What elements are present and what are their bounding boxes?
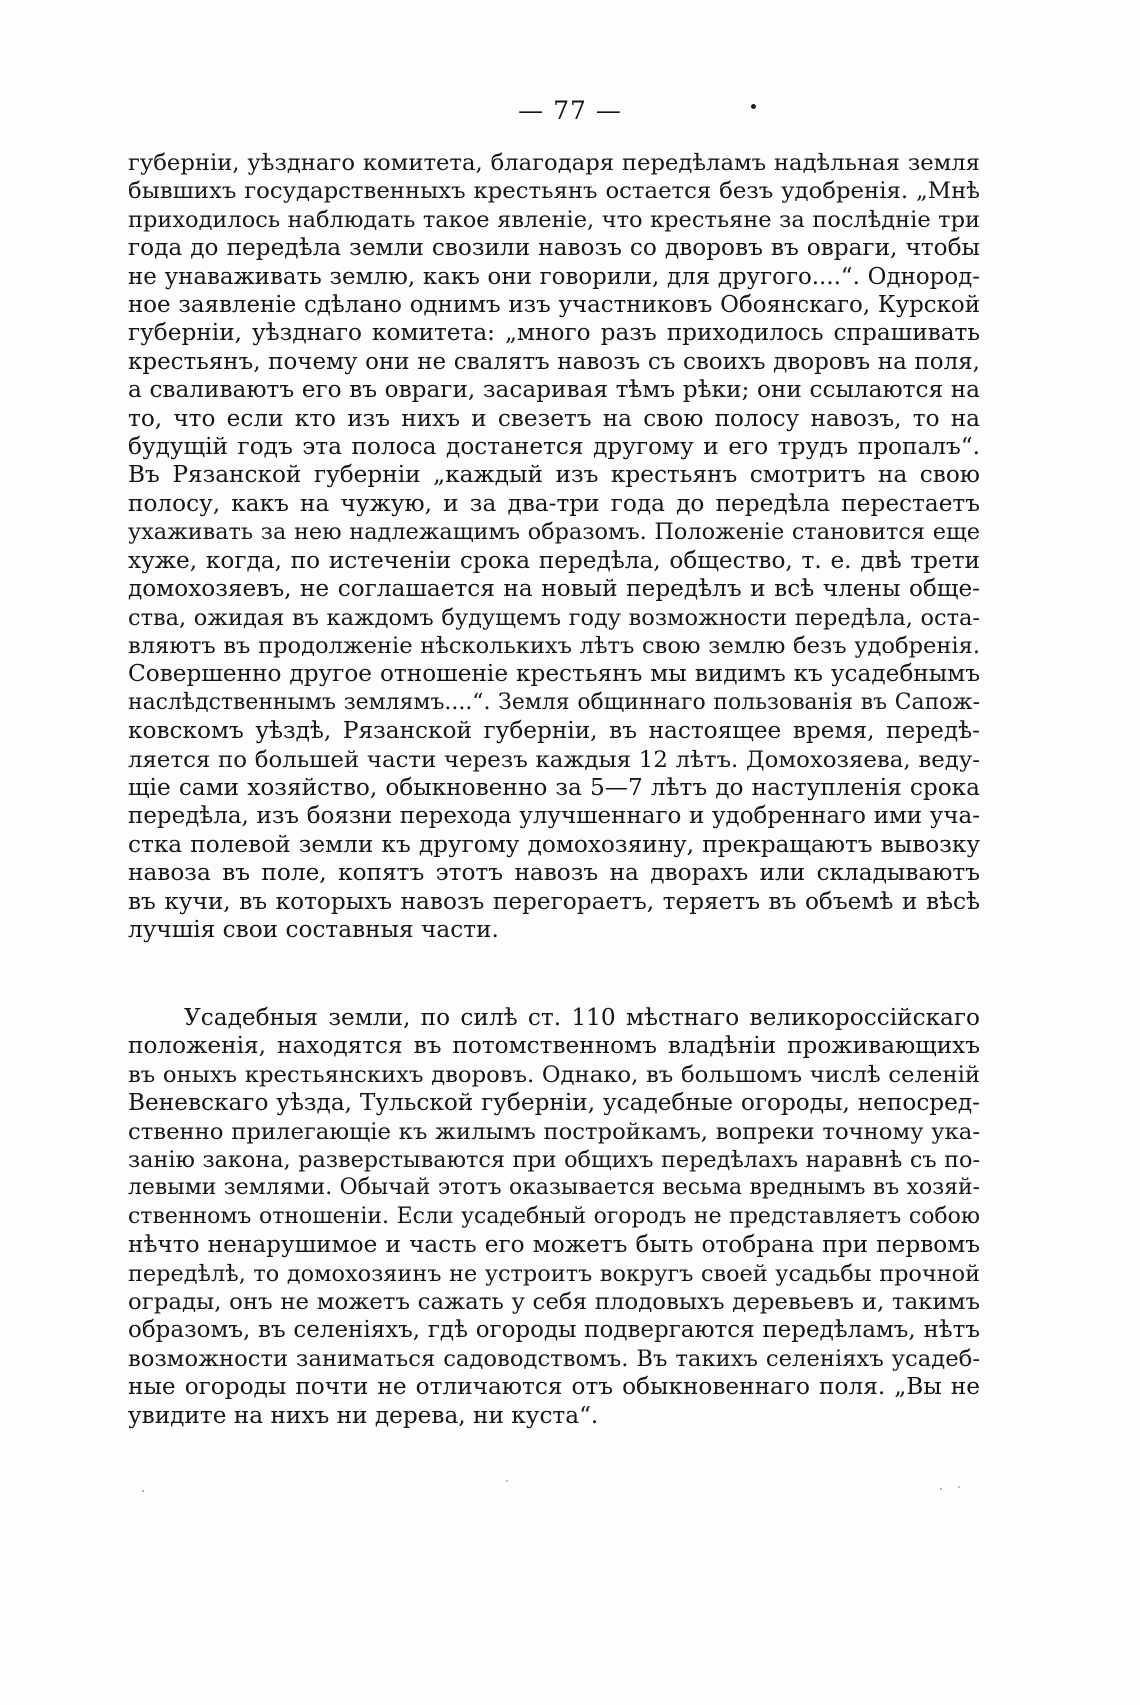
text-line: наслѣдственнымъ землямъ....“. Земля общиннаго пользованія въ Сапож-: [128, 689, 980, 715]
text-line: полосу, какъ на чужую, и за два-три года до передѣла перестаетъ: [128, 489, 980, 517]
text-line: положенія, находятся въ потомственномъ владѣніи проживающихъ: [128, 1032, 980, 1060]
text-line: возможности заниматься садоводствомъ. Въ такихъ селеніяхъ усадеб-: [128, 1345, 980, 1372]
text-line: ограды, онъ не можетъ сажать у себя плодовыхъ деревьевъ и, такимъ: [128, 1289, 980, 1316]
text-line: губерніи, уѣзднаго комитета: „много разъ приходилось спрашивать: [128, 319, 980, 347]
text-line: Въ Рязанской губерніи „каждый изъ крестьянъ смотритъ на свою: [128, 461, 980, 489]
text-line: Совершенно другое отношеніе крестьянъ мы видимъ къ усадебнымъ: [128, 660, 980, 688]
text-line: будущій годъ эта полоса достанется другому и его трудъ пропалъ“.: [128, 433, 980, 461]
text-line: ное заявленіе сдѣлано однимъ изъ участниковъ Обоянскаго, Курской: [128, 292, 980, 319]
text-line: крестьянъ, почему они не свалятъ навозъ съ своихъ дворовъ на поля,: [128, 348, 980, 375]
text-line: ственно прилегающіе къ жилымъ постройкамъ, вопреки точному ука-: [128, 1118, 980, 1145]
ink-speck: [142, 1490, 144, 1492]
text-line: навоза въ поле, копятъ этотъ навозъ на дворахъ или складываютъ: [128, 859, 980, 887]
text-line: лучшія свои составныя части.: [128, 915, 499, 943]
text-line: ные огороды почти не отличаются отъ обыкновеннаго поля. „Вы не: [128, 1373, 980, 1401]
text-line: передѣлѣ, то домохозяинъ не устроитъ вокругъ своей усадьбы прочной: [128, 1260, 980, 1287]
text-line: бывшихъ государственныхъ крестьянъ остается безъ удобренія. „Мнѣ: [128, 178, 980, 205]
text-line: увидите на нихъ ни дерева, ни куста“.: [128, 1401, 599, 1429]
paragraph-1: [128, 149, 980, 944]
ink-speck: [751, 104, 756, 109]
ink-speck: [958, 1486, 960, 1488]
ink-speck: [506, 1480, 508, 1482]
text-line: передѣла, изъ боязни перехода улучшеннаго и удобреннаго ими уча-: [128, 803, 980, 830]
text-line: ковскомъ уѣздѣ, Рязанской губерніи, въ настоящее время, передѣ-: [128, 717, 980, 745]
text-line: не унаваживать землю, какъ они говорили, для другого....“. Однород-: [128, 263, 980, 290]
text-line: ляется по большей части черезъ каждыя 12 лѣтъ. Домохозяева, веду-: [128, 746, 980, 773]
text-line: года до передѣла земли свозили навозъ со дворовъ въ овраги, чтобы: [128, 234, 980, 262]
text-line: Веневскаго уѣзда, Тульской губерніи, усадебные огороды, непосред-: [128, 1089, 980, 1117]
text-line: то, что если кто изъ нихъ и свезетъ на свою полосу навозъ, то на: [128, 404, 980, 432]
text-line: ства, ожидая въ каждомъ будущемъ году возможности передѣла, оста-: [128, 604, 980, 631]
text-line: въ оныхъ крестьянскихъ дворовъ. Однако, въ большомъ числѣ селеній: [128, 1061, 980, 1088]
text-line: щіе сами хозяйство, обыкновенно за 5—7 лѣтъ до наступленія срока: [128, 773, 980, 801]
text-line: приходилось наблюдать такое явленіе, что крестьяне за послѣдніе три: [128, 206, 980, 233]
text-line: образомъ, въ селеніяхъ, гдѣ огороды подвергаются передѣламъ, нѣтъ: [128, 1317, 980, 1344]
text-line: вляютъ въ продолженіе нѣсколькихъ лѣтъ свою землю безъ удобренія.: [128, 632, 980, 659]
text-line: Усадебныя земли, по силѣ ст. 110 мѣстнаго великороссійскаго: [184, 1004, 980, 1031]
text-line: ухаживать за нею надлежащимъ образомъ. Положеніе становится еще: [128, 519, 980, 546]
ink-speck: [940, 1488, 942, 1490]
text-line: домохозяевъ, не соглашается на новый передѣлъ и всѣ члены обще-: [128, 575, 980, 603]
text-line: губерніи, уѣзднаго комитета, благодаря передѣламъ надѣльная земля: [128, 150, 980, 176]
text-line: нѣчто ненарушимое и часть его можетъ быть отобрана при первомъ: [128, 1231, 980, 1259]
page-number: — 77 —: [518, 96, 622, 125]
text-line: стка полевой земли къ другому домохозяину, прекращаютъ вывозку: [128, 830, 980, 858]
text-line: левыми землями. Обычай этотъ оказывается весьма вреднымъ въ хозяй-: [128, 1175, 980, 1201]
text-line: хуже, когда, по истеченіи срока передѣла, общество, т. е. двѣ трети: [128, 546, 980, 574]
text-line: занію закона, разверстываются при общихъ передѣлахъ наравнѣ съ по-: [128, 1147, 980, 1174]
text-line: въ кучи, въ которыхъ навозъ перегораетъ, теряетъ въ объемѣ и вѣсѣ: [128, 887, 980, 915]
paragraph-2: [128, 1004, 980, 1430]
text-line: а сваливаютъ его въ овраги, засаривая тѣмъ рѣки; они ссылаются на: [128, 376, 980, 404]
text-line: ственномъ отношеніи. Если усадебный огородъ не представляетъ собою: [128, 1203, 980, 1229]
